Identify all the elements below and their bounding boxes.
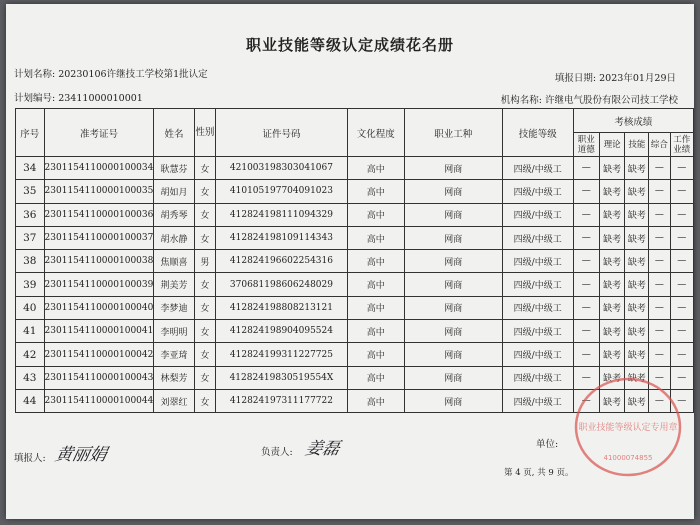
cell-ethics: —: [573, 250, 599, 273]
cell-work: —: [670, 389, 693, 412]
cell-gender: 女: [194, 343, 215, 366]
cell-skill: 缺考: [625, 157, 649, 180]
cell-id-no: 412824198808213121: [216, 296, 348, 319]
cell-theory: 缺考: [599, 296, 625, 319]
cell-skill: 缺考: [625, 366, 649, 389]
seal-text: 职业技能等级认定专用章: [578, 423, 678, 433]
cell-id-no: 412824198109114343: [216, 226, 348, 249]
cell-level: 四级/中级工: [502, 203, 573, 226]
cell-overall: —: [649, 389, 670, 412]
header-skill: 技能: [625, 133, 649, 157]
cell-seq: 36: [16, 203, 45, 226]
cell-exam-no: 2301154110000100038: [44, 250, 154, 273]
cell-ethics: —: [573, 296, 599, 319]
header-theory: 理论: [599, 133, 625, 157]
cell-exam-no: 2301154110000100041: [44, 320, 154, 343]
cell-seq: 38: [16, 250, 45, 273]
cell-ethics: —: [573, 273, 599, 296]
cell-work: —: [670, 226, 693, 249]
cell-name: 刘翠红: [154, 389, 194, 412]
cell-id-no: 412824199311227725: [216, 343, 348, 366]
plan-name: 计划名称: 20230106许继技工学校第1批认定: [14, 69, 208, 80]
cell-level: 四级/中级工: [502, 273, 573, 296]
cell-gender: 女: [194, 366, 215, 389]
score-table: [15, 108, 694, 413]
cell-seq: 34: [16, 157, 45, 180]
cell-theory: 缺考: [599, 226, 625, 249]
cell-work: —: [670, 273, 693, 296]
cell-education: 高中: [347, 250, 404, 273]
cell-seq: 43: [16, 366, 45, 389]
cell-occupation: 网商: [404, 343, 502, 366]
cell-education: 高中: [347, 296, 404, 319]
cell-overall: —: [649, 250, 670, 273]
table-row: [16, 296, 694, 319]
cell-skill: 缺考: [625, 180, 649, 203]
cell-exam-no: 2301154110000100035: [44, 180, 154, 203]
cell-skill: 缺考: [625, 296, 649, 319]
cell-exam-no: 2301154110000100037: [44, 226, 154, 249]
cell-name: 李梦迪: [154, 296, 194, 319]
cell-education: 高中: [347, 203, 404, 226]
cell-seq: 42: [16, 343, 45, 366]
cell-occupation: 网商: [404, 250, 502, 273]
cell-work: —: [670, 366, 693, 389]
cell-name: 胡秀琴: [154, 203, 194, 226]
header-occupation: 职业工种: [404, 109, 502, 157]
cell-level: 四级/中级工: [502, 250, 573, 273]
cell-theory: 缺考: [599, 343, 625, 366]
institution-name: 机构名称: 许继电气股份有限公司技工学校: [500, 95, 678, 106]
cell-level: 四级/中级工: [502, 157, 573, 180]
cell-name: 胡如月: [154, 180, 194, 203]
cell-work: —: [670, 203, 693, 226]
cell-work: —: [670, 320, 693, 343]
cell-ethics: —: [573, 203, 599, 226]
cell-overall: —: [649, 157, 670, 180]
cell-theory: 缺考: [599, 203, 625, 226]
cell-overall: —: [649, 343, 670, 366]
cell-skill: 缺考: [625, 250, 649, 273]
cell-gender: 女: [194, 296, 215, 319]
cell-exam-no: 2301154110000100039: [44, 273, 154, 296]
cell-exam-no: 2301154110000100034: [44, 157, 154, 180]
cell-education: 高中: [347, 157, 404, 180]
cell-level: 四级/中级工: [502, 180, 573, 203]
table-row: [16, 273, 694, 296]
cell-ethics: —: [573, 180, 599, 203]
reporter-signature: 黄丽娟: [53, 445, 109, 465]
responsible-label: 负责人:: [261, 447, 293, 458]
cell-education: 高中: [347, 320, 404, 343]
header-education: 文化程度: [347, 109, 404, 157]
cell-ethics: —: [573, 226, 599, 249]
cell-work: —: [670, 157, 693, 180]
cell-level: 四级/中级工: [502, 226, 573, 249]
cell-occupation: 网商: [404, 366, 502, 389]
cell-name: 耿慧芬: [154, 157, 194, 180]
cell-overall: —: [649, 203, 670, 226]
responsible-signature: 姜磊: [303, 439, 342, 459]
fill-date: 填报日期: 2023年01月29日: [554, 73, 676, 84]
cell-skill: 缺考: [625, 226, 649, 249]
cell-id-no: 412824197311177722: [216, 389, 348, 412]
cell-id-no: 41282419830519554X: [216, 366, 348, 389]
cell-education: 高中: [347, 226, 404, 249]
cell-education: 高中: [347, 343, 404, 366]
cell-level: 四级/中级工: [502, 296, 573, 319]
cell-seq: 35: [16, 180, 45, 203]
cell-seq: 37: [16, 226, 45, 249]
cell-name: 胡水静: [154, 226, 194, 249]
cell-occupation: 网商: [404, 203, 502, 226]
cell-occupation: 网商: [404, 389, 502, 412]
header-work: 工作业绩: [670, 133, 693, 157]
header-gender: 性别: [194, 109, 215, 157]
cell-overall: —: [649, 320, 670, 343]
cell-education: 高中: [347, 180, 404, 203]
cell-theory: 缺考: [599, 250, 625, 273]
cell-skill: 缺考: [625, 389, 649, 412]
official-seal: [566, 372, 686, 482]
cell-work: —: [670, 180, 693, 203]
cell-seq: 41: [16, 320, 45, 343]
table-row: [16, 180, 694, 203]
cell-gender: 男: [194, 250, 215, 273]
cell-id-no: 412824196602254316: [216, 250, 348, 273]
roster-sheet: [6, 4, 694, 519]
cell-overall: —: [649, 366, 670, 389]
header-scores: 考核成绩: [573, 109, 693, 133]
cell-gender: 女: [194, 180, 215, 203]
cell-name: 林梨芳: [154, 366, 194, 389]
cell-theory: 缺考: [599, 273, 625, 296]
table-row: [16, 203, 694, 226]
cell-name: 荆美芳: [154, 273, 194, 296]
cell-work: —: [670, 296, 693, 319]
cell-theory: 缺考: [599, 389, 625, 412]
cell-level: 四级/中级工: [502, 343, 573, 366]
cell-exam-no: 2301154110000100040: [44, 296, 154, 319]
header-overall: 综合: [649, 133, 670, 157]
cell-gender: 女: [194, 157, 215, 180]
table-row: [16, 226, 694, 249]
cell-level: 四级/中级工: [502, 389, 573, 412]
cell-overall: —: [649, 273, 670, 296]
cell-occupation: 网商: [404, 273, 502, 296]
header-name: 姓名: [154, 109, 194, 157]
cell-ethics: —: [573, 320, 599, 343]
cell-exam-no: 2301154110000100043: [44, 366, 154, 389]
cell-overall: —: [649, 180, 670, 203]
table-row: [16, 157, 694, 180]
cell-skill: 缺考: [625, 343, 649, 366]
page-title: 职业技能等级认定成绩花名册: [245, 36, 454, 54]
header-level: 技能等级: [502, 109, 573, 157]
cell-seq: 40: [16, 296, 45, 319]
cell-id-no: 412824198111094329: [216, 203, 348, 226]
cell-name: 焦顺喜: [154, 250, 194, 273]
table-row: [16, 250, 694, 273]
cell-gender: 女: [194, 320, 215, 343]
cell-gender: 女: [194, 273, 215, 296]
cell-overall: —: [649, 296, 670, 319]
header-ethics: 职业道德: [573, 133, 599, 157]
cell-occupation: 网商: [404, 157, 502, 180]
cell-level: 四级/中级工: [502, 366, 573, 389]
cell-occupation: 网商: [404, 296, 502, 319]
cell-ethics: —: [573, 389, 599, 412]
table-row: [16, 320, 694, 343]
cell-seq: 39: [16, 273, 45, 296]
header-id-no: 证件号码: [216, 109, 348, 157]
cell-education: 高中: [347, 273, 404, 296]
cell-occupation: 网商: [404, 180, 502, 203]
cell-skill: 缺考: [625, 320, 649, 343]
cell-ethics: —: [573, 343, 599, 366]
cell-education: 高中: [347, 389, 404, 412]
cell-ethics: —: [573, 157, 599, 180]
cell-gender: 女: [194, 389, 215, 412]
cell-id-no: 370681198606248029: [216, 273, 348, 296]
cell-occupation: 网商: [404, 226, 502, 249]
cell-theory: 缺考: [599, 366, 625, 389]
table-row: [16, 343, 694, 366]
cell-level: 四级/中级工: [502, 320, 573, 343]
cell-id-no: 421003198303041067: [216, 157, 348, 180]
header-exam-no: 准考证号: [44, 109, 154, 157]
cell-overall: —: [649, 226, 670, 249]
cell-work: —: [670, 343, 693, 366]
cell-gender: 女: [194, 203, 215, 226]
page-indicator: 第 4 页, 共 9 页。: [504, 468, 574, 478]
unit-label: 单位:: [536, 439, 559, 450]
cell-theory: 缺考: [599, 157, 625, 180]
reporter-label: 填报人:: [14, 453, 46, 464]
cell-exam-no: 2301154110000100042: [44, 343, 154, 366]
cell-exam-no: 2301154110000100036: [44, 203, 154, 226]
cell-theory: 缺考: [599, 320, 625, 343]
header-seq: 序号: [16, 109, 45, 157]
cell-skill: 缺考: [625, 203, 649, 226]
plan-number: 计划编号: 23411000010001: [14, 93, 143, 104]
cell-id-no: 412824198904095524: [216, 320, 348, 343]
cell-name: 李亚琦: [154, 343, 194, 366]
cell-seq: 44: [16, 389, 45, 412]
cell-gender: 女: [194, 226, 215, 249]
cell-ethics: —: [573, 366, 599, 389]
cell-theory: 缺考: [599, 180, 625, 203]
cell-name: 李明明: [154, 320, 194, 343]
cell-id-no: 410105197704091023: [216, 180, 348, 203]
cell-education: 高中: [347, 366, 404, 389]
cell-occupation: 网商: [404, 320, 502, 343]
cell-skill: 缺考: [625, 273, 649, 296]
seal-number: 41000074855: [603, 454, 653, 462]
cell-exam-no: 2301154110000100044: [44, 389, 154, 412]
cell-work: —: [670, 250, 693, 273]
